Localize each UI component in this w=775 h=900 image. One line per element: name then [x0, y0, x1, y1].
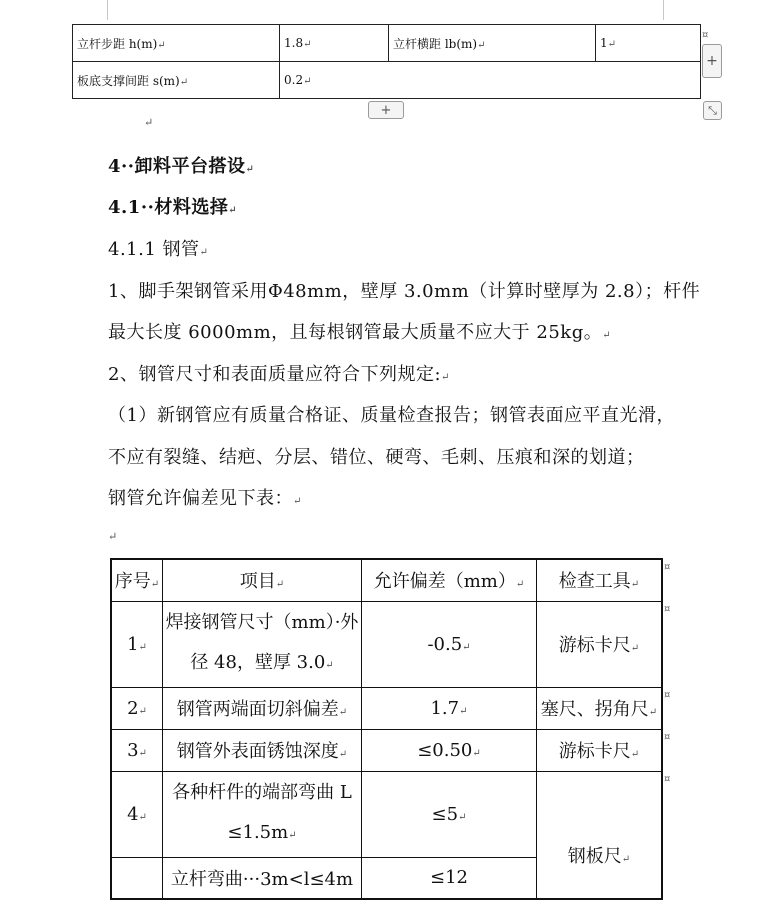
table-cell[interactable]: 0.2↵: [280, 62, 701, 99]
table-cell[interactable]: [111, 857, 163, 899]
table-cell[interactable]: ≤0.50↵: [362, 729, 537, 771]
header-cell-item[interactable]: 项目↵: [163, 559, 362, 601]
empty-paragraph: ↵: [144, 116, 154, 129]
table-cell[interactable]: 钢管外表面锈蚀深度↵: [163, 729, 362, 771]
row-end-mark: ¤: [664, 774, 671, 785]
row-end-mark: ¤: [664, 732, 671, 743]
table-cell[interactable]: ≤5↵: [362, 771, 537, 857]
heading-section-4: 4··卸料平台搭设↵: [108, 156, 255, 177]
table-cell[interactable]: 立杆横距 lb(m)↵: [389, 25, 596, 62]
paragraph-pipe-spec-line1: 1、脚手架钢管采用Φ48mm，壁厚 3.0mm（计算时壁厚为 2.8）；杆件: [108, 281, 701, 302]
heading-section-4-1-1: 4.1.1 钢管↵: [108, 239, 209, 260]
table-resize-handle-icon[interactable]: ⤡: [703, 101, 722, 120]
row-end-mark: ¤: [664, 562, 671, 573]
page-margin-mark-left: [107, 0, 108, 20]
table-cell[interactable]: 焊接钢管尺寸（mm）·外 径 48，壁厚 3.0↵: [163, 601, 362, 687]
table-row: [111, 771, 662, 857]
table-cell[interactable]: 1.7↵: [362, 687, 537, 729]
table-header-row: [111, 559, 662, 601]
table-row: [73, 62, 701, 99]
table-cell[interactable]: 1.8↵: [280, 25, 389, 62]
table-cell[interactable]: 钢板尺↵: [537, 771, 663, 899]
table-cell[interactable]: 塞尺、拐角尺↵: [537, 687, 663, 729]
table-cell[interactable]: 3↵: [111, 729, 163, 771]
table-cell[interactable]: 板底支撑间距 s(m)↵: [73, 62, 280, 99]
paragraph-new-pipe-line1: （1）新钢管应有质量合格证、质量检查报告；钢管表面应平直光滑，: [108, 405, 675, 426]
empty-paragraph: ↵: [108, 530, 118, 543]
table-cell[interactable]: 游标卡尺↵: [537, 729, 663, 771]
add-column-button[interactable]: +: [702, 44, 722, 78]
table-row: [111, 729, 662, 771]
table-cell[interactable]: 立杆步距 h(m)↵: [73, 25, 280, 62]
table-cell[interactable]: 游标卡尺↵: [537, 601, 663, 687]
row-end-mark: ¤: [664, 690, 671, 701]
row-end-mark: ¤: [702, 30, 709, 41]
table-cell[interactable]: 各种杆件的端部弯曲 L ≤1.5m↵: [163, 771, 362, 857]
table-cell[interactable]: ≤12: [362, 857, 537, 899]
header-cell-no[interactable]: 序号↵: [111, 559, 163, 601]
table-cell[interactable]: -0.5↵: [362, 601, 537, 687]
table-cell[interactable]: 1↵: [596, 25, 701, 62]
row-end-mark: ¤: [664, 604, 671, 615]
paragraph-pipe-spec-line2: 最大长度 6000mm，且每根钢管最大质量不应大于 25kg。↵: [108, 322, 612, 343]
table-cell[interactable]: 钢管两端面切斜偏差↵: [163, 687, 362, 729]
paragraph-new-pipe-line3: 钢管允许偏差见下表：↵: [108, 488, 302, 509]
header-cell-tolerance[interactable]: 允许偏差（mm）↵: [362, 559, 537, 601]
paragraph-requirements: 2、钢管尺寸和表面质量应符合下列规定:↵: [108, 364, 450, 385]
heading-section-4-1: 4.1··材料选择↵: [108, 197, 238, 218]
table-row: [73, 25, 701, 62]
table-cell[interactable]: 2↵: [111, 687, 163, 729]
pipe-tolerance-table: [110, 558, 663, 900]
parameter-table: [72, 24, 701, 99]
add-row-button[interactable]: +: [368, 101, 404, 119]
header-cell-tool[interactable]: 检查工具↵: [537, 559, 663, 601]
table-row: [111, 687, 662, 729]
table-cell[interactable]: 1↵: [111, 601, 163, 687]
page-margin-mark-right: [663, 0, 664, 20]
table-cell[interactable]: 立杆弯曲···3m<l≤4m: [163, 857, 362, 899]
table-row: [111, 601, 662, 687]
paragraph-new-pipe-line2: 不应有裂缝、结疤、分层、错位、硬弯、毛刺、压痕和深的划道；: [108, 447, 645, 468]
table-cell[interactable]: 4↵: [111, 771, 163, 857]
